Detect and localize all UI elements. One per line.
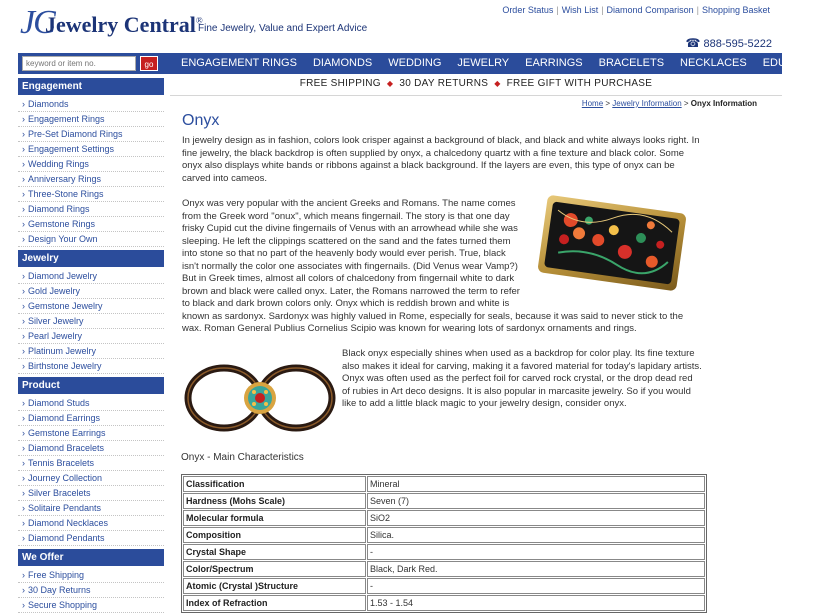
diamond-bullet-icon: ◆ [494,79,501,88]
phone-text: 888-595-5222 [703,38,772,50]
top-links: Order Status | Wish List | Diamond Comparison | Shopping Basket [502,5,770,15]
table-row [183,595,705,611]
sidebar [18,78,164,616]
logo-tagline: Fine Jewelry, Value and Expert Advice [198,23,368,34]
table-row [183,510,705,526]
image-float-spacer [524,198,702,310]
brand-name[interactable]: Jewelry Central [45,12,196,37]
black-onyx-text: Black onyx especially shines when used as a backdrop for color play. Its fine texture also makes it ideal for carving, making it a favored material for today's lapidary artists. Onyx was often used as the perfect foil for carved rock crystal, or the drop dead red of rubies in Art deco designs. It is also popular in marcasite jewelry. So if you would like to add a little black magic to your jewelry design, consider onyx. [342,348,702,409]
sidebar-item[interactable]: › Diamond Rings [18,202,164,217]
sidebar-group-engagement [18,78,164,247]
divider [170,95,782,96]
black-onyx-paragraph [182,348,702,420]
sidebar-heading: Engagement [18,78,164,95]
sidebar-item[interactable]: › Secure Shopping [18,598,164,613]
sidebar-item[interactable]: › Pre-Set Diamond Rings [18,127,164,142]
intro-paragraph: In jewelry design as in fashion, colors look crisper against a background of black, and black and white always looks right. In fine jewelry, the black backdrop is often supplied by onyx, a chalcedony quartz with a fine texture and black color. Some onyx also displays white bands or ribbons against a black background. If the layers are even, this type of onyx can be carved into cameos. [182,135,700,184]
row-value: Seven (7) [367,493,705,509]
sidebar-item[interactable]: › Wedding Rings [18,157,164,172]
row-key: Classification [183,476,366,492]
sidebar-item[interactable]: › 30 Day Returns [18,583,164,598]
logo-mark[interactable]: JC [20,4,54,41]
characteristics-table [181,474,707,613]
sidebar-item[interactable]: › Diamond Studs [18,396,164,411]
sidebar-item[interactable]: › Diamond Earrings [18,411,164,426]
sidebar-item[interactable]: › Diamond Necklaces [18,516,164,531]
content [182,112,700,134]
row-key: Crystal Shape [183,544,366,560]
sidebar-item[interactable]: › Anniversary Rings [18,172,164,187]
table-row [183,527,705,543]
breadcrumb: Home > Jewelry Information > Onyx Information [581,99,757,108]
sidebar-group-we-offer [18,549,164,613]
sidebar-heading: Product [18,377,164,394]
sidebar-item[interactable]: › Silver Jewelry [18,314,164,329]
sidebar-item[interactable]: › Gemstone Rings [18,217,164,232]
characteristics-label: Onyx - Main Characteristics [181,452,304,463]
sidebar-group-product [18,377,164,546]
row-value: - [367,578,705,594]
sidebar-item[interactable]: › Three-Stone Rings [18,187,164,202]
shopping-basket-link[interactable]: Shopping Basket [701,5,770,15]
page-title: Onyx [182,112,220,129]
phone-number [686,36,772,50]
sidebar-item[interactable]: › Gemstone Jewelry [18,299,164,314]
site-header [0,0,800,52]
sidebar-item[interactable]: › Free Shipping [18,568,164,583]
promo-returns[interactable]: 30 DAY RETURNS [399,78,489,89]
sidebar-item[interactable]: › Diamond Pendants [18,531,164,546]
row-key: Atomic (Crystal )Structure [183,578,366,594]
row-key: Composition [183,527,366,543]
reg-mark: ® [195,15,203,26]
sidebar-item[interactable]: › Birthstone Jewelry [18,359,164,374]
sidebar-group-jewelry [18,250,164,374]
diamond-bullet-icon: ◆ [386,79,394,88]
row-key: Molecular formula [183,510,366,526]
row-value: SiO2 [367,510,705,526]
sidebar-item[interactable]: › Diamond Jewelry [18,269,164,284]
sidebar-item[interactable]: › Engagement Rings [18,112,164,127]
row-key: Index of Refraction [183,595,366,611]
promo-free-gift[interactable]: FREE GIFT WITH PURCHASE [506,78,653,89]
nav-earrings[interactable]: EARRINGS [525,57,583,69]
history-text: Onyx was very popular with the ancient Greeks and Romans. The name comes from the Greek word "onux", which means fingernail. The story is that one day frisky Cupid cut the divine fingernails of Venus with an arrowhead while she was sleeping. He left the clippings scattered on the sand and the fates turned them into stone so that no part of the heavenly body would ever perish. True, black isn't normally the color one associates with fingernails. (Did Venus wear Vamp?) But in Greek times, almost all colors of chalcedony from fingernail white to dark brown and black were called onyx. Later, the Romans narrowed the term to refer to black and dark brown colors only. Onyx which is reddish brown and white is known as sardonyx. Sardonyx was highly valued in Rome, especially for seals, because it was said to never stick to the wax. Roman General Publius Cornelius Scipio was known for wearing lots of sardonyx ornaments and rings. [182,198,684,334]
nav-engagement-rings[interactable]: ENGAGEMENT RINGS [181,57,297,69]
search-input[interactable] [22,56,136,71]
image-float-spacer [182,360,342,420]
nav-education[interactable]: EDUCATION [762,57,827,69]
order-status-link[interactable]: Order Status [502,5,554,15]
diamond-comparison-link[interactable]: Diamond Comparison [606,5,694,15]
table-row [183,544,705,560]
row-value: Silica. [367,527,705,543]
sidebar-item[interactable]: › Tennis Bracelets [18,456,164,471]
nav-wedding[interactable]: WEDDING [388,57,442,69]
history-paragraph [182,198,702,336]
sidebar-item[interactable]: › Gemstone Earrings [18,426,164,441]
sidebar-item[interactable]: › Design Your Own [18,232,164,247]
promo-strip [170,78,782,94]
nav-diamonds[interactable]: DIAMONDS [312,57,373,69]
breadcrumb-section[interactable]: Jewelry Information [612,99,682,108]
logo-text[interactable] [45,12,203,38]
row-value: Black, Dark Red. [367,561,705,577]
table-row [183,493,705,509]
sidebar-heading: We Offer [18,549,164,566]
nav-bracelets[interactable]: BRACELETS [598,57,665,69]
promo-free-shipping[interactable]: FREE SHIPPING [299,78,381,89]
nav-necklaces[interactable]: NECKLACES [680,57,747,69]
sidebar-heading: Jewelry [18,250,164,267]
row-value: - [367,544,705,560]
main-nav [18,53,827,74]
sidebar-item[interactable]: › Platinum Jewelry [18,344,164,359]
table-row [183,476,705,492]
row-value: 1.53 - 1.54 [367,595,705,611]
breadcrumb-home[interactable]: Home [581,99,604,108]
wish-list-link[interactable]: Wish List [561,5,599,15]
search-go-button[interactable]: go [140,56,158,71]
sidebar-item[interactable]: › Pearl Jewelry [18,329,164,344]
row-value: Mineral [367,476,705,492]
table-row [183,578,705,594]
sidebar-item[interactable]: › Engagement Settings [18,142,164,157]
sidebar-item[interactable]: › Gold Jewelry [18,284,164,299]
breadcrumb-current: Onyx Information [690,99,757,108]
phone-icon: ☎ [685,36,701,50]
nav-jewelry[interactable]: JEWELRY [457,57,510,69]
row-key: Color/Spectrum [183,561,366,577]
sidebar-item[interactable]: › Journey Collection [18,471,164,486]
sidebar-item[interactable]: › Diamonds [18,97,164,112]
sidebar-item[interactable]: › Diamond Bracelets [18,441,164,456]
table-row [183,561,705,577]
sidebar-item[interactable]: › Solitaire Pendants [18,501,164,516]
sidebar-item[interactable]: › Silver Bracelets [18,486,164,501]
row-key: Hardness (Mohs Scale) [183,493,366,509]
